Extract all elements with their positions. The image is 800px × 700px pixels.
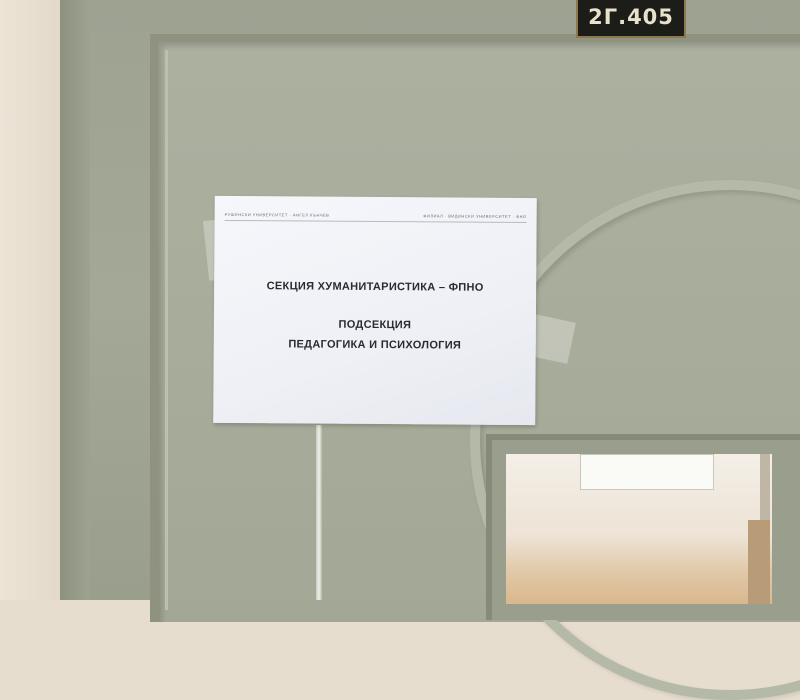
door-frame-shadow — [60, 0, 90, 600]
sign-header-left: РУШЕНСКИ УНИВЕРСИТЕТ · АНГЕЛ КЪНЧЕВ — [224, 211, 330, 218]
sign-header-divider — [225, 220, 527, 223]
sign-subsection-label: ПОДСЕКЦИЯ — [338, 318, 412, 332]
room-number-plate: 2Г.405 — [576, 0, 686, 38]
sign-header-right: ФИЛИАЛ · ВИДИНСКИ УНИВЕРСИТЕТ · ФНО — [423, 213, 527, 220]
sign-subsection-title: ПЕДАГОГИКА И ПСИХОЛОГИЯ — [288, 338, 462, 352]
paper-sign — [213, 196, 537, 425]
window-view-cabinet — [748, 520, 770, 604]
whiteboard-through-window — [580, 454, 714, 490]
door-edge-highlight — [165, 50, 168, 610]
metal-rod — [316, 425, 322, 600]
sign-section-title: СЕКЦИЯ ХУМАНИТАРИСТИКА – ФПНО — [266, 280, 484, 294]
